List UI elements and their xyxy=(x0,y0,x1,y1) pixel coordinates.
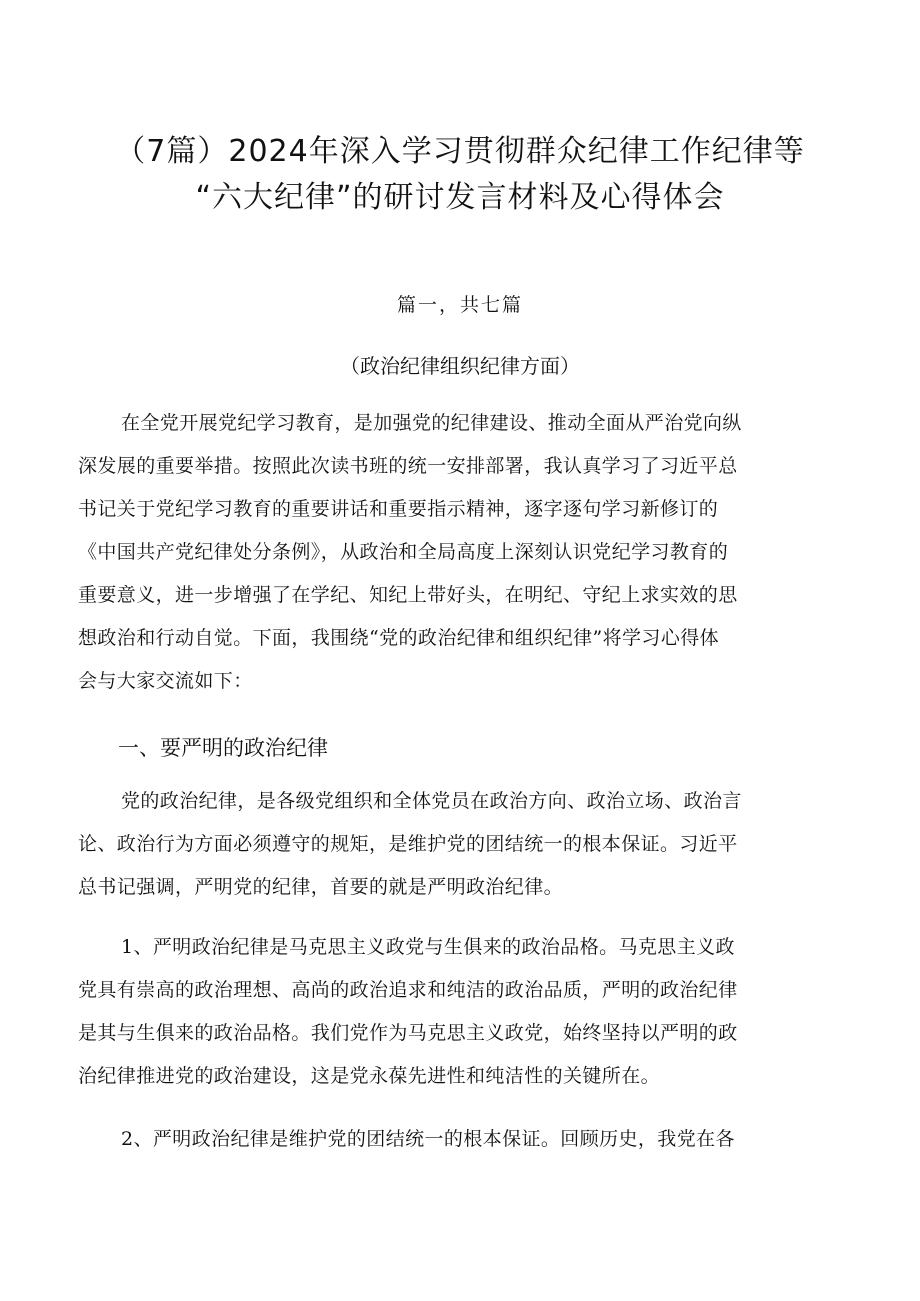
document-title-line-2: “六大纪律”的研讨发言材料及心得体会 xyxy=(195,180,725,215)
paragraph-line: 总书记强调，严明党的纪律，首要的就是严明政治纪律。 xyxy=(78,876,564,898)
document-title-line-1: （7篇）2024年深入学习贯彻群众纪律工作纪律等 xyxy=(115,134,805,169)
paragraph-line: 是其与生俱来的政治品格。我们党作为马克思主义政党，始终坚持以严明的政 xyxy=(78,1022,738,1044)
intro-line: 重要意义，进一步增强了在学纪、知纪上带好头，在明纪、守纪上求实效的思 xyxy=(78,584,738,606)
intro-line: 想政治和行动自觉。下面，我围绕“党的政治纪律和组织纪律”将学习心得体 xyxy=(78,627,720,649)
paragraph-line: 2、严明政治纪律是维护党的团结统一的根本保证。回顾历史，我党在各 xyxy=(121,1128,735,1150)
paragraph-line: 党具有崇高的政治理想、高尚的政治追求和纯洁的政治品质，严明的政治纪律 xyxy=(78,979,738,1001)
section-heading-1: 一、要严明的政治纪律 xyxy=(118,736,328,760)
paragraph-line: 治纪律推进党的政治建设，这是党永葆先进性和纯洁性的关键所在。 xyxy=(78,1065,661,1087)
intro-line: 在全党开展党纪学习教育，是加强党的纪律建设、推动全面从严治党向纵 xyxy=(121,412,742,434)
intro-line: 深发展的重要举措。按照此次读书班的统一安排部署，我认真学习了习近平总 xyxy=(78,455,738,477)
intro-line: 会与大家交流如下： xyxy=(78,670,253,692)
intro-line: 书记关于党纪学习教育的重要讲话和重要指示精神，逐字逐句学习新修订的 xyxy=(78,498,719,520)
chapter-subtitle: 篇一，共七篇 xyxy=(396,294,523,316)
paragraph-line: 1、严明政治纪律是马克思主义政党与生俱来的政治品格。马克思主义政 xyxy=(121,936,735,958)
section-subtitle: （政治纪律组织纪律方面） xyxy=(340,354,580,378)
paragraph-line: 党的政治纪律，是各级党组织和全体党员在政治方向、政治立场、政治言 xyxy=(121,790,742,812)
paragraph-line: 论、政治行为方面必须遵守的规矩，是维护党的团结统一的根本保证。习近平 xyxy=(78,833,738,855)
intro-line: 《中国共产党纪律处分条例》，从政治和全局高度上深刻认识党纪学习教育的 xyxy=(78,541,729,563)
